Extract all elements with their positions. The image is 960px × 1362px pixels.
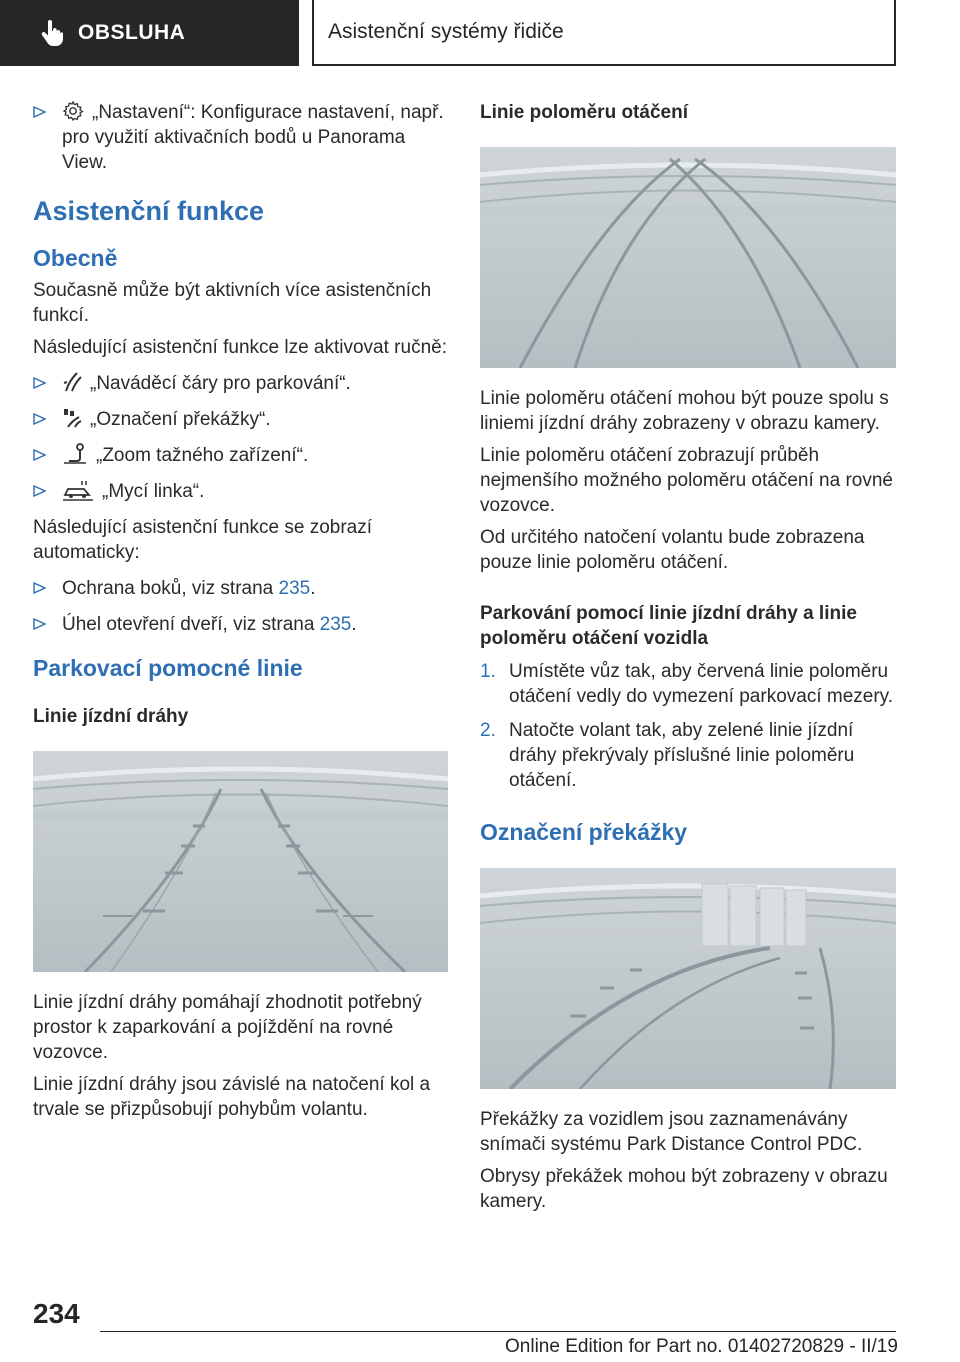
gear-icon bbox=[62, 100, 84, 122]
left-column bbox=[33, 100, 448, 1129]
footer-divider bbox=[100, 1331, 896, 1332]
general-paragraph-1: Současně může být aktivních více asistenčních funkcí. bbox=[33, 280, 432, 326]
step-number: 2. bbox=[480, 720, 496, 741]
lane-lines-image bbox=[33, 751, 448, 972]
obstacle-heading: Označení překážky bbox=[480, 819, 688, 845]
list-item bbox=[33, 407, 448, 432]
turning-radius-image bbox=[480, 147, 896, 368]
list-item-text: Úhel otevření dveří, viz strana bbox=[62, 614, 320, 635]
parking-lines-heading: Parkovací pomocné linie bbox=[33, 655, 303, 681]
list-item-text: „Naváděcí čáry pro parkování“. bbox=[90, 373, 351, 394]
list-item bbox=[33, 479, 448, 504]
lane-lines-paragraph-1: Linie jízdní dráhy pomáhají zhodnotit potřebný prostor k zaparkování a pojíždění na rovné vozovce. bbox=[33, 992, 422, 1063]
general-paragraph-2: Následující asistenční funkce lze aktivovat ručně: bbox=[33, 337, 447, 358]
turning-radius-heading: Linie poloměru otáčení bbox=[480, 102, 688, 123]
bullet-triangle-icon bbox=[33, 485, 46, 497]
step-text: Natočte volant tak, aby zelené linie jízdní dráhy překrývaly příslušné linie poloměru otáčení. bbox=[509, 720, 855, 791]
chapter-title: Asistenční systémy řidiče bbox=[328, 20, 564, 43]
footer-edition: Online Edition for Part no. 01402720829 - II/19 bbox=[505, 1336, 898, 1357]
settings-bullet-text: „Nastavení“: Konfigurace nastavení, např. pro využití aktivačních bodů u Panorama View. bbox=[62, 102, 444, 173]
list-item-text: „Mycí linka“. bbox=[102, 481, 205, 502]
section-heading: Asistenční funkce bbox=[33, 196, 265, 226]
chapter-header bbox=[312, 0, 896, 66]
general-heading: Obecně bbox=[33, 245, 118, 271]
general-paragraph-3: Následující asistenční funkce se zobrazí automaticky: bbox=[33, 517, 373, 563]
step-item bbox=[480, 718, 896, 793]
list-item-text: „Zoom tažného zařízení“. bbox=[96, 445, 309, 466]
bullet-triangle-icon bbox=[33, 449, 46, 461]
section-tab bbox=[0, 0, 299, 66]
bullet-triangle-icon bbox=[33, 377, 46, 389]
right-column bbox=[480, 100, 896, 1221]
settings-bullet bbox=[33, 100, 448, 175]
car-wash-icon bbox=[62, 479, 94, 501]
list-item-end: . bbox=[310, 578, 316, 599]
bullet-triangle-icon bbox=[33, 618, 46, 630]
turning-radius-paragraph-3: Od určitého natočení volantu bude zobrazena pouze linie poloměru otáčení. bbox=[480, 527, 865, 573]
obstacle-marking-icon bbox=[62, 407, 82, 429]
obstacle-paragraph-2: Obrysy překážek mohou být zobrazeny v obrazu kamery. bbox=[480, 1166, 888, 1212]
page-reference-link[interactable]: 235 bbox=[278, 578, 311, 599]
list-item bbox=[33, 443, 448, 468]
lane-lines-paragraph-2: Linie jízdní dráhy jsou závislé na natočení kol a trvale se přizpůsobují pohybům volantu. bbox=[33, 1074, 431, 1120]
list-item bbox=[33, 612, 448, 637]
list-item-text: „Označení překážky“. bbox=[90, 409, 271, 430]
step-number: 1. bbox=[480, 661, 496, 682]
tow-hitch-zoom-icon bbox=[62, 443, 88, 465]
turning-radius-paragraph-2: Linie poloměru otáčení zobrazují průběh nejmenšího možného poloměru otáčení na rovné vozovce. bbox=[480, 445, 893, 516]
obstacle-marking-image bbox=[480, 868, 896, 1089]
list-item-end: . bbox=[351, 614, 357, 635]
list-item bbox=[33, 576, 448, 601]
step-text: Umístěte vůz tak, aby červená linie poloměru otáčení vedly do vymezení parkovací mezery. bbox=[509, 661, 894, 707]
page-reference-link[interactable]: 235 bbox=[319, 614, 352, 635]
lane-lines-heading: Linie jízdní dráhy bbox=[33, 706, 189, 727]
howto-heading: Parkování pomocí linie jízdní dráhy a linie poloměru otáčení vozidla bbox=[480, 603, 857, 649]
page-number: 234 bbox=[33, 1298, 80, 1329]
turning-radius-paragraph-1: Linie poloměru otáčení mohou být pouze spolu s liniemi jízdní dráhy zobrazeny v obrazu kamery. bbox=[480, 388, 889, 434]
obstacle-paragraph-1: Překážky za vozidlem jsou zaznamenávány snímači systému Park Distance Control PDC. bbox=[480, 1109, 863, 1155]
list-item-text: Ochrana boků, viz strana bbox=[62, 578, 279, 599]
parking-lines-icon bbox=[62, 371, 82, 393]
list-item bbox=[33, 371, 448, 396]
bullet-triangle-icon bbox=[33, 582, 46, 594]
bullet-triangle-icon bbox=[33, 106, 46, 118]
hand-pointer-icon bbox=[40, 20, 64, 46]
bullet-triangle-icon bbox=[33, 413, 46, 425]
section-tab-label: OBSLUHA bbox=[78, 21, 186, 44]
step-item bbox=[480, 659, 896, 709]
